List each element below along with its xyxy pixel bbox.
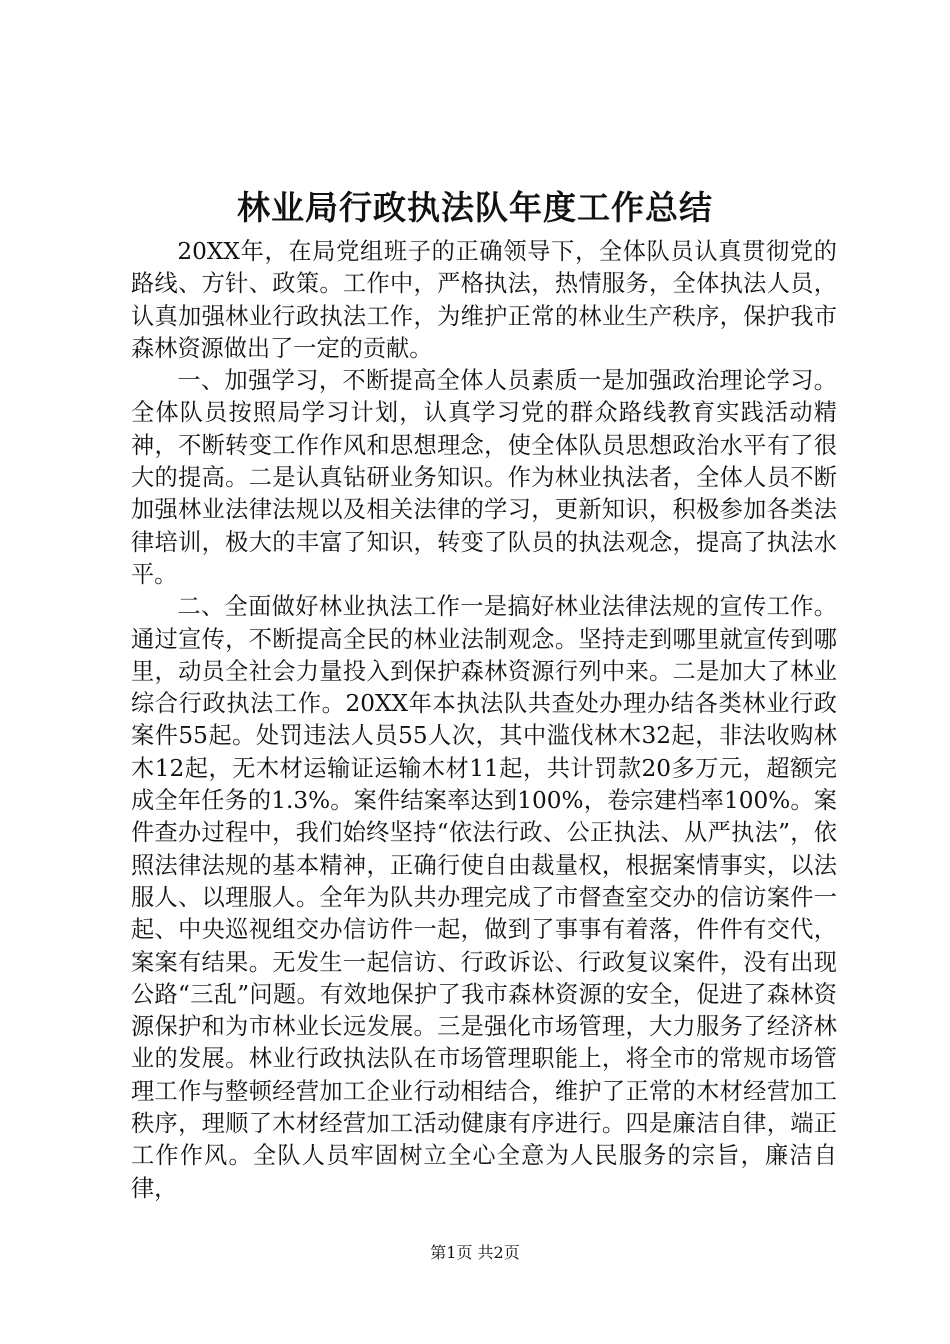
paragraph-enforcement: 二、全面做好林业执法工作一是搞好林业法律法规的宣传工作。通过宣传，不断提高全民的林业法制观念。坚持走到哪里就宣传到哪里，动员全社会力量投入到保护森林资源行列中来。二是加大了林业综合行政执法工作。20XX年本执法队共查处办理办结各类林业行政案件55起。处罚违法人员55人次，其中滥伐林木32起，非法收购林木12起，无木材运输证运输木材11起，共计罚款20多万元，超额完成全年任务的1.3%。案件结案率达到100%，卷宗建档率100%。案件查办过程中，我们始终坚持“依法行政、公正执法、从严执法”，依照法律法规的基本精神，正确行使自由裁量权，根据案情事实，以法服人、以理服人。全年为队共办理完成了市督查室交办的信访案件一起、中央巡视组交办信访件一起，做到了事事有着落，件件有交代，案案有结果。无发生一起信访、行政诉讼、行政复议案件，没有出现公路“三乱”问题。有效地保护了我市森林资源的安全，促进了森林资源保护和为市林业长远发展。三是强化市场管理，大力服务了经济林业的发展。林业行政执法队在市场管理职能上，将全市的常规市场管理工作与整顿经营加工企业行动相结合，维护了正常的木材经营加工秩序，理顺了木材经营加工活动健康有序进行。四是廉洁自律，端正工作作风。全队人员牢固树立全心全意为人民服务的宗旨，廉洁自律， bbox=[131, 593, 837, 1202]
document-body bbox=[131, 236, 837, 1205]
document-title: 林业局行政执法队年度工作总结 bbox=[237, 188, 713, 227]
paragraph-study: 一、加强学习，不断提高全体人员素质一是加强政治理论学习。全体队员按照局学习计划，认真学习党的群众路线教育实践活动精神，不断转变工作作风和思想理念，使全体队员思想政治水平有了很大的提高。二是认真钻研业务知识。作为林业执法者，全体人员不断加强林业法律法规以及相关法律的学习，更新知识，积极参加各类法律培训，极大的丰富了知识，转变了队员的执法观念，提高了执法水平。 bbox=[131, 367, 837, 588]
page-number-footer: 第1页 共2页 bbox=[430, 1243, 520, 1262]
paragraph-intro: 20XX年，在局党组班子的正确领导下，全体队员认真贯彻党的路线、方针、政策。工作中，严格执法，热情服务，全体执法人员，认真加强林业行政执法工作，为维护正常的林业生产秩序，保护我市森林资源做出了一定的贡献。 bbox=[131, 238, 837, 362]
